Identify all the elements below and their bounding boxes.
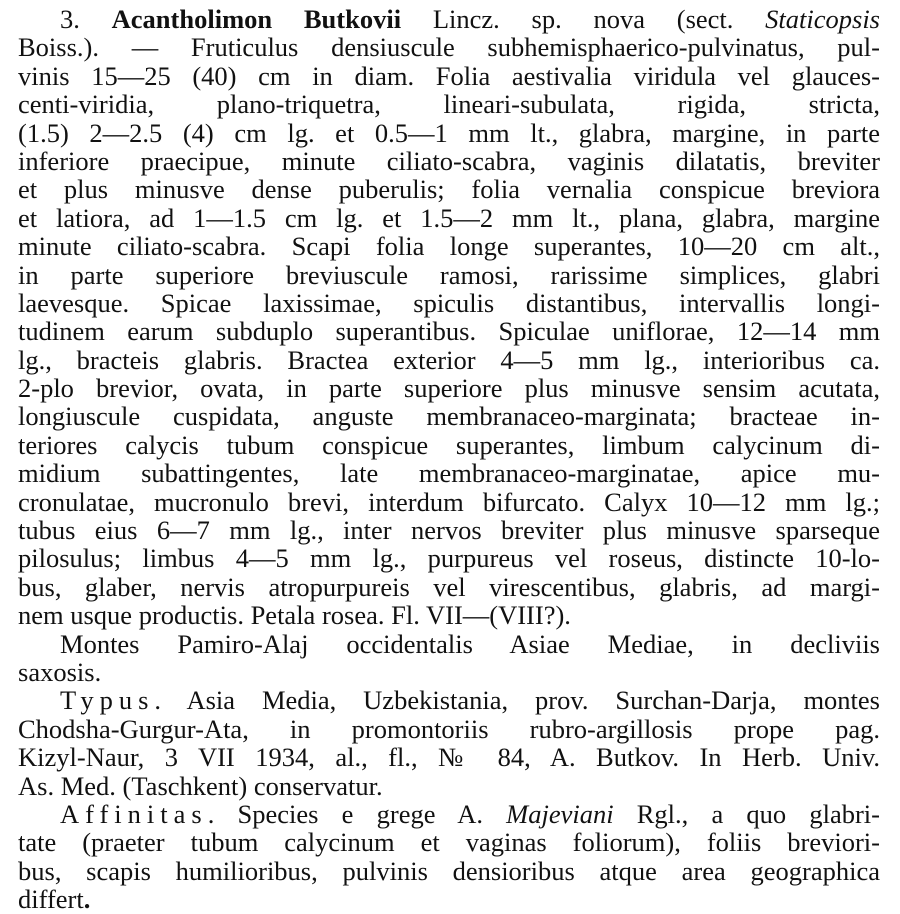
text-segment: Lincz. sp. nova (sect. xyxy=(401,4,766,34)
text-line xyxy=(18,374,880,402)
text-line xyxy=(18,686,880,714)
text-segment: As. Med. (Taschkent) conservatur. xyxy=(18,770,383,801)
text-line xyxy=(18,715,880,743)
text-segment: 2-plo brevior, ovata, in parte superiore plus minusve sensim acutata, xyxy=(18,373,880,404)
text-segment: (1.5) 2—2.5 (4) cm lg. et 0.5—1 mm lt., glabra, margine, in parte xyxy=(18,117,880,148)
text-segment: 3. xyxy=(60,4,112,34)
text-line xyxy=(18,346,880,374)
text-segment: midium subattingentes, late membranaceo-marginatae, apice mu- xyxy=(18,458,880,489)
text-line xyxy=(18,800,880,828)
text-segment: differt xyxy=(18,884,84,914)
species-description xyxy=(18,5,880,914)
text-segment: Rgl., a quo glabri- xyxy=(613,798,880,829)
text-line xyxy=(18,857,880,885)
text-line xyxy=(18,147,880,175)
text-segment: vinis 15—25 (40) cm in diam. Folia aestivalia viridula vel glauces- xyxy=(18,60,880,91)
text-line xyxy=(18,261,880,289)
text-line xyxy=(18,90,880,118)
text-line xyxy=(18,33,880,61)
text-segment: pilosulus; limbus 4—5 mm lg., purpureus vel roseus, distincte 10-lo- xyxy=(18,543,880,574)
text-segment: . Species e grege xyxy=(207,798,458,829)
text-line xyxy=(18,658,880,686)
text-line xyxy=(18,772,880,800)
text-segment: in parte superiore breviuscule ramosi, rarissime simplices, glabri xyxy=(18,259,880,290)
text-segment: laevesque. Spicae laxissimae, spiculis distantibus, intervallis longi- xyxy=(18,287,880,318)
text-line xyxy=(18,402,880,430)
spaced-heading: Affinitas xyxy=(60,798,208,829)
text-line xyxy=(18,232,880,260)
text-segment: nem usque productis. Petala rosea. Fl. VII—(VIII?). xyxy=(18,600,571,631)
text-segment: teriores calycis tubum conspicue superantes, limbum calycinum di- xyxy=(18,429,880,460)
text-segment: saxosis. xyxy=(18,656,102,687)
text-line xyxy=(18,431,880,459)
text-line xyxy=(18,828,880,856)
text-line xyxy=(18,630,880,658)
text-segment: tudinem earum subduplo superantibus. Spiculae uniflorae, 12—14 mm xyxy=(18,316,880,347)
text-line xyxy=(18,317,880,345)
text-line xyxy=(18,573,880,601)
bold-text: Acantholimon Butkovii xyxy=(111,4,402,34)
text-segment: . Asia Media, Uzbekistania, prov. Surchan-Darja, montes xyxy=(154,685,880,716)
text-line xyxy=(18,289,880,317)
text-segment: Chodsha-Gurgur-Ata, in promontoriis rubro-argillosis prope pag. xyxy=(18,713,880,744)
bold-text: . xyxy=(83,884,91,914)
text-line xyxy=(18,516,880,544)
text-segment: lg., bracteis glabris. Bractea exterior 4—5 mm lg., interioribus ca. xyxy=(18,344,880,375)
text-segment: bus, scapis humilioribus, pulvinis densioribus atque area geographica xyxy=(18,855,880,886)
text-segment: minute ciliato-scabra. Scapi folia longe superantes, 10—20 cm alt., xyxy=(18,231,880,262)
text-line xyxy=(18,544,880,572)
text-line xyxy=(18,119,880,147)
text-line xyxy=(18,459,880,487)
text-segment: et plus minusve dense puberulis; folia vernalia conspicue breviora xyxy=(18,174,880,205)
text-segment: longiuscule cuspidata, anguste membranaceo-marginata; bracteae in- xyxy=(18,401,880,432)
text-segment: centi-viridia, plano-triquetra, lineari-subulata, rigida, stricta, xyxy=(18,89,880,120)
text-segment: bus, glaber, nervis atropurpureis vel virescentibus, glabris, ad margi- xyxy=(18,571,880,602)
text-segment: cronulatae, mucronulo brevi, interdum bifurcato. Calyx 10—12 mm lg.; xyxy=(18,486,880,517)
text-line xyxy=(18,204,880,232)
text-line xyxy=(18,601,880,629)
text-line xyxy=(18,62,880,90)
text-segment: inferiore praecipue, minute ciliato-scabra, vaginis dilatatis, breviter xyxy=(18,145,880,176)
text-segment: A. xyxy=(457,798,507,829)
spaced-heading: Typus xyxy=(60,685,155,716)
text-line xyxy=(18,488,880,516)
text-line xyxy=(18,5,880,33)
text-segment: et latiora, ad 1—1.5 cm lg. et 1.5—2 mm lt., plana, glabra, margine xyxy=(18,202,880,233)
italic-text: Majeviani xyxy=(506,798,614,829)
text-line xyxy=(18,885,880,913)
text-line xyxy=(18,175,880,203)
text-segment: Boiss.). — Fruticulus densiuscule subhemisphaerico-pulvinatus, pul- xyxy=(18,32,880,63)
text-line xyxy=(18,743,880,771)
text-segment: Kizyl-Naur, 3 VII 1934, al., fl., № 84, A. Butkov. In Herb. Univ. xyxy=(18,742,880,773)
text-segment: Montes Pamiro-Alaj occidentalis Asiae Mediae, in decliviis xyxy=(60,628,880,659)
text-segment: tubus eius 6—7 mm lg., inter nervos breviter plus minusve sparseque xyxy=(18,515,880,546)
text-segment: tate (praeter tubum calycinum et vaginas foliorum), foliis breviori- xyxy=(18,827,880,858)
italic-text: Staticopsis xyxy=(765,4,880,34)
